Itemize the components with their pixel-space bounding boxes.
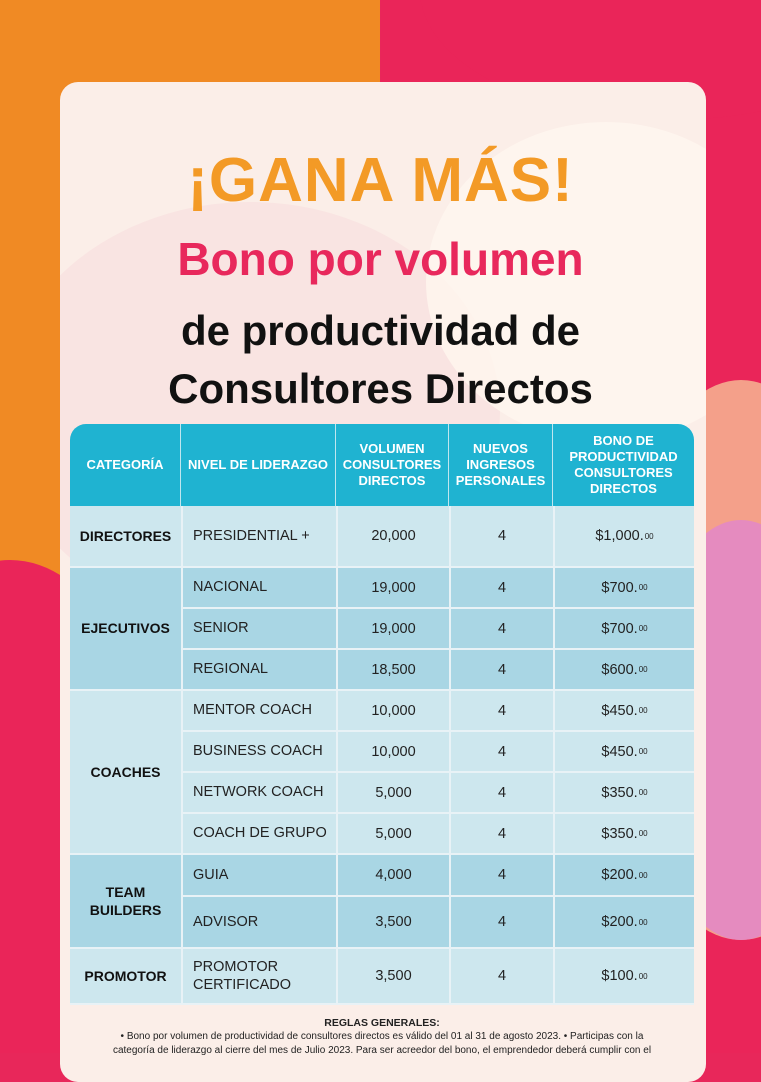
level-cell: BUSINESS COACH: [181, 732, 336, 771]
level-cell: PRESIDENTIAL +: [181, 506, 336, 566]
bonus-cents: 00: [638, 583, 648, 592]
volume-cell: 10,000: [336, 732, 449, 771]
title-line-3: de productividad de: [180, 307, 581, 354]
volume-cell: 3,500: [336, 949, 449, 1003]
table-row: [181, 949, 694, 1005]
table-row: [181, 609, 694, 650]
bonus-cents: 00: [638, 706, 648, 715]
new-entries-cell: 4: [449, 732, 553, 771]
bonus-cents: 00: [638, 917, 648, 927]
bonus-cell: [553, 897, 694, 947]
level-cell: NACIONAL: [181, 568, 336, 607]
bonus-cell: [553, 650, 694, 689]
volume-cell: 10,000: [336, 691, 449, 730]
volume-cell: 3,500: [336, 897, 449, 947]
table-row: [181, 814, 694, 855]
bonus-amount: $100.: [601, 968, 638, 984]
new-entries-cell: 4: [449, 650, 553, 689]
new-entries-cell: 4: [449, 691, 553, 730]
table-row: [181, 773, 694, 814]
table-header: [70, 424, 694, 506]
bonus-cell: [553, 609, 694, 648]
volume-cell: 19,000: [336, 609, 449, 648]
rules-line: • Bono por volumen de productividad de consultores directos es válido del 01 al 31 de agosto 2023. • Participas con la: [120, 1031, 644, 1043]
bonus-cell: [553, 814, 694, 853]
bonus-amount: $1,000.: [595, 528, 644, 544]
new-entries-cell: 4: [449, 949, 553, 1003]
bonus-cell: [553, 855, 694, 895]
category-cell: TEAM BUILDERS: [70, 855, 181, 949]
bonus-cents: 00: [638, 971, 648, 981]
level-cell: MENTOR COACH: [181, 691, 336, 730]
rows-column: [181, 506, 694, 1005]
rules-title: REGLAS GENERALES:: [324, 1017, 440, 1029]
bonus-amount: $200.: [601, 867, 638, 883]
category-cell: COACHES: [70, 691, 181, 855]
bonus-amount: $700.: [601, 620, 638, 637]
volume-cell: 5,000: [336, 814, 449, 853]
level-cell: PROMOTOR CERTIFICADO: [181, 949, 336, 1003]
bonus-table: [70, 424, 694, 1005]
table-row: [181, 897, 694, 949]
category-cell: DIRECTORES: [70, 506, 181, 568]
bonus-cents: 00: [638, 788, 648, 797]
bonus-amount: $700.: [601, 579, 638, 596]
bonus-cents: 00: [638, 665, 648, 674]
volume-cell: 19,000: [336, 568, 449, 607]
table-body: [70, 506, 694, 1005]
bonus-amount: $450.: [601, 702, 638, 719]
table-row: [181, 650, 694, 691]
bonus-cents: 00: [638, 829, 648, 838]
level-cell: NETWORK COACH: [181, 773, 336, 812]
bonus-cents: 00: [644, 531, 654, 541]
general-rules: [70, 1016, 694, 1057]
new-entries-cell: 4: [449, 506, 553, 566]
category-column: [70, 506, 181, 1005]
category-cell: PROMOTOR: [70, 949, 181, 1005]
table-row: [181, 855, 694, 897]
bonus-cell: [553, 949, 694, 1003]
bonus-cell: [553, 773, 694, 812]
bonus-cents: 00: [638, 624, 648, 633]
bonus-cents: 00: [638, 747, 648, 756]
bonus-cents: 00: [638, 870, 648, 880]
bonus-amount: $200.: [601, 914, 638, 930]
bonus-amount: $600.: [601, 661, 638, 678]
new-entries-cell: 4: [449, 568, 553, 607]
level-cell: COACH DE GRUPO: [181, 814, 336, 853]
new-entries-cell: 4: [449, 814, 553, 853]
bonus-cell: [553, 568, 694, 607]
header-category: CATEGORÍA: [70, 424, 181, 506]
bonus-amount: $350.: [601, 825, 638, 842]
level-cell: REGIONAL: [181, 650, 336, 689]
header-bonus: BONO DE PRODUCTIVIDAD CONSULTORES DIRECTOS: [569, 432, 678, 497]
table-row: [181, 691, 694, 732]
header-new-entries: NUEVOS INGRESOS PERSONALES: [449, 424, 553, 506]
table-row: [181, 568, 694, 609]
headline: ¡GANA MÁS!: [187, 146, 574, 215]
new-entries-cell: 4: [449, 609, 553, 648]
volume-cell: 20,000: [336, 506, 449, 566]
volume-cell: 5,000: [336, 773, 449, 812]
title-line-4: Consultores Directos: [168, 365, 593, 412]
new-entries-cell: 4: [449, 855, 553, 895]
new-entries-cell: 4: [449, 897, 553, 947]
bonus-amount: $450.: [601, 743, 638, 760]
rules-line: categoría de liderazgo al cierre del mes de Julio 2023. Para ser acreedor del bono, el emprendedor deberá cumplir con el: [112, 1044, 652, 1056]
volume-cell: 18,500: [336, 650, 449, 689]
table-row: [181, 732, 694, 773]
bonus-cell: [553, 691, 694, 730]
bonus-amount: $350.: [601, 784, 638, 801]
new-entries-cell: 4: [449, 773, 553, 812]
table-row: [181, 506, 694, 568]
level-cell: GUIA: [181, 855, 336, 895]
subheadline: Bono por volumen: [177, 233, 584, 285]
header-level: NIVEL DE LIDERAZGO: [181, 424, 336, 506]
bonus-cell: [553, 506, 694, 566]
level-cell: SENIOR: [181, 609, 336, 648]
volume-cell: 4,000: [336, 855, 449, 895]
level-cell: ADVISOR: [181, 897, 336, 947]
header-volume: VOLUMEN CONSULTORES DIRECTOS: [336, 424, 449, 506]
bonus-cell: [553, 732, 694, 771]
category-cell: EJECUTIVOS: [70, 568, 181, 691]
